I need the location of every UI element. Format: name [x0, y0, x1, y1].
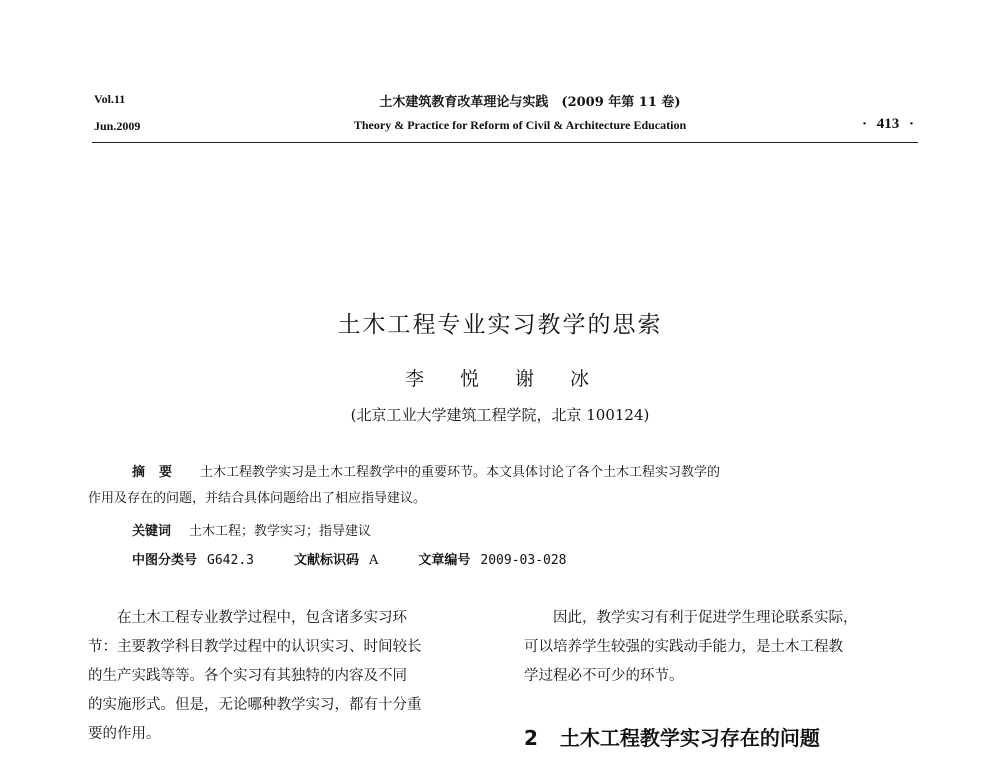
article-title: 土木工程专业实习教学的思索	[337, 312, 663, 338]
header-rule	[92, 142, 918, 143]
abstract-text-1: 土木工程教学实习是土木工程教学中的重要环节。本文具体讨论了各个土木工程实习教学的	[200, 465, 721, 480]
abstract-label: 摘要	[132, 465, 187, 480]
right-line-1: 因此，教学实习有利于促进学生理论联系实际，	[553, 610, 858, 626]
section-number: 2	[524, 726, 538, 750]
keywords-text: 土木工程；教学实习；指导建议	[189, 524, 372, 539]
body-right-column	[524, 604, 918, 691]
article-no-label: 文章编号	[418, 553, 471, 568]
doc-code-value: A	[369, 553, 379, 568]
left-line-3: 的生产实践等等。各个实习有其独特的内容及不同	[88, 668, 407, 684]
keywords	[132, 520, 371, 539]
article-authors: 李 悦 谢 冰	[404, 368, 596, 390]
header-volume: Vol.11	[94, 92, 126, 106]
left-line-4: 的实施形式。但是，无论哪种教学实习，都有十分重	[88, 697, 422, 713]
keywords-label: 关键词	[132, 524, 172, 539]
clc-value: G642.3	[207, 553, 254, 568]
abstract-line-2: 作用及存在的问题，并结合具体问题给出了相应指导建议。	[88, 491, 427, 506]
article-affiliation: (北京工业大学建筑工程学院，北京 100124)	[350, 406, 650, 424]
body-left-column	[88, 604, 496, 749]
abstract	[88, 460, 918, 512]
left-line-5: 要的作用。	[88, 726, 161, 742]
section-title: 土木工程教学实习存在的问题	[559, 726, 820, 750]
doc-code-label: 文献标识码	[293, 553, 359, 568]
right-line-2: 可以培养学生较强的实践动手能力，是土木工程教	[524, 639, 843, 655]
article-no-value: 2009-03-028	[480, 553, 567, 568]
header-journal-title-cn: 土木建筑教育改革理论与实践 (2009 年第 11 卷)	[379, 95, 681, 110]
section-heading	[524, 722, 820, 751]
header-journal-title-en: Theory & Practice for Reform of Civil & Architecture Education	[353, 118, 687, 132]
left-line-1: 在土木工程专业教学过程中，包含诸多实习环	[117, 610, 407, 626]
right-line-3: 学过程必不可少的环节。	[524, 668, 684, 684]
clc-label: 中图分类号	[132, 553, 198, 568]
abstract-line-1	[88, 460, 918, 486]
left-line-2: 节：主要教学科目教学过程中的认识实习、时间较长	[88, 639, 422, 655]
header-page-number: · 413 ·	[861, 116, 914, 132]
header-date: Jun.2009	[94, 119, 141, 133]
classification-line	[132, 549, 567, 568]
